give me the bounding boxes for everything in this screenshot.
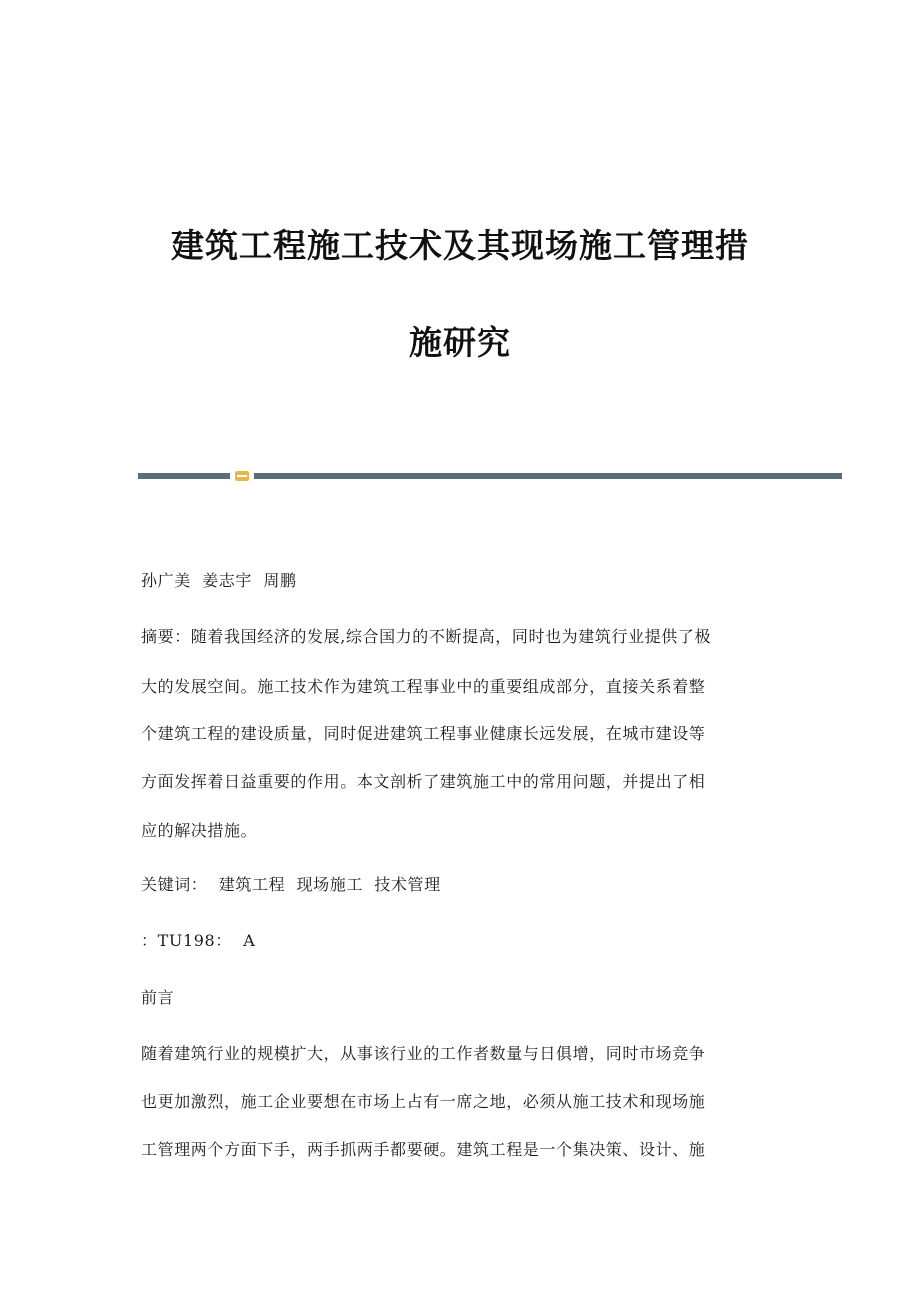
abstract-line: 应的解决措施。 bbox=[141, 821, 258, 840]
keywords: 关键词： 建筑工程 现场施工 技术管理 bbox=[141, 875, 441, 894]
abstract-line: 个建筑工程的建设质量，同时促进建筑工程事业健康长远发展，在城市建设等 bbox=[141, 724, 706, 743]
body-line: 也更加激烈，施工企业要想在市场上占有一席之地，必须从施工技术和现场施 bbox=[141, 1092, 706, 1111]
document-title-line-2: 施研究 bbox=[409, 323, 511, 362]
divider-envelope-icon bbox=[235, 471, 249, 481]
divider-bar-left bbox=[138, 473, 230, 479]
body-line: 随着建筑行业的规模扩大，从事该行业的工作者数量与日俱增，同时市场竞争 bbox=[141, 1044, 706, 1063]
title-divider bbox=[138, 471, 842, 481]
body-line: 工管理两个方面下手，两手抓两手都要硬。建筑工程是一个集决策、设计、施 bbox=[141, 1140, 706, 1159]
classification-code: ：TU198： A bbox=[141, 931, 256, 950]
abstract-line: 方面发挥着日益重要的作用。本文剖析了建筑施工中的常用问题，并提出了相 bbox=[141, 772, 706, 791]
abstract-line: 摘要：随着我国经济的发展,综合国力的不断提高，同时也为建筑行业提供了极 bbox=[141, 627, 712, 646]
authors: 孙广美 姜志宇 周鹏 bbox=[141, 571, 297, 590]
divider-bar-right bbox=[254, 473, 842, 479]
document-title-line-1: 建筑工程施工技术及其现场施工管理措 bbox=[171, 226, 749, 265]
abstract-line: 大的发展空间。施工技术作为建筑工程事业中的重要组成部分，直接关系着整 bbox=[141, 677, 706, 696]
section-heading-foreword: 前言 bbox=[141, 988, 175, 1007]
